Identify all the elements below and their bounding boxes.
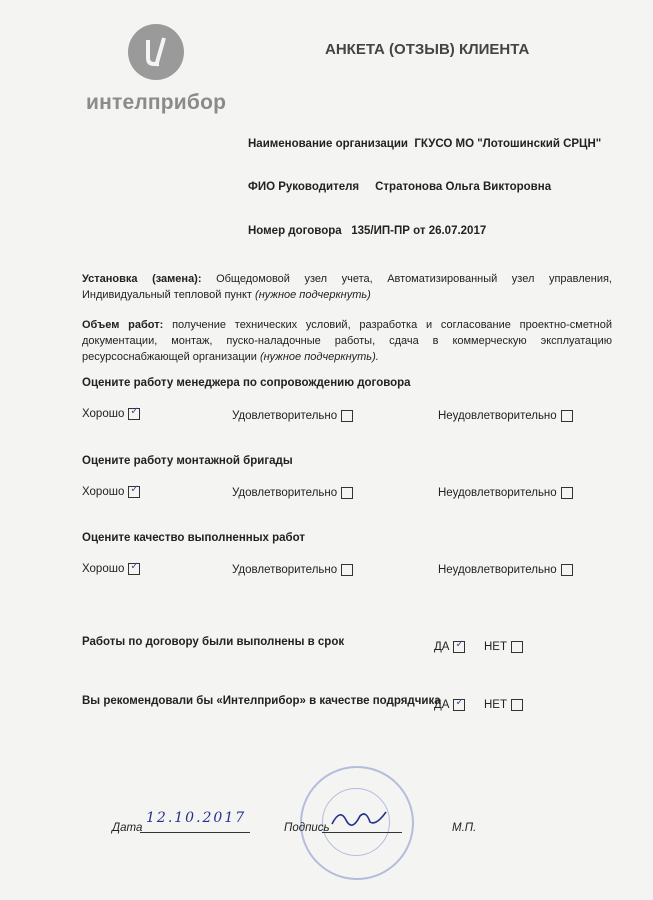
installation-text: Общедомовой узел учета, Автоматизированный узел управления, Индивидуальный тепловой пункт xyxy=(82,273,612,301)
option-label: Удовлетворительно xyxy=(232,564,338,576)
good-checkbox[interactable] xyxy=(128,486,140,498)
rating-question: Оцените работу менеджера по сопровождению договора xyxy=(82,377,411,389)
installation-label: Установка (замена): xyxy=(82,273,202,285)
director-value: Стратонова Ольга Викторовна xyxy=(375,181,552,193)
yes-option xyxy=(434,641,465,653)
option-label: Удовлетворительно xyxy=(232,410,338,422)
yesno-question: Вы рекомендовали бы «Интелприбор» в качестве подрядчика xyxy=(82,695,441,707)
yes-checkbox[interactable] xyxy=(453,699,465,711)
logo-icon xyxy=(128,24,184,80)
organization-value: ГКУСО МО "Лотошинский СРЦН" xyxy=(414,138,602,150)
seal-label: М.П. xyxy=(452,822,477,834)
good-checkbox[interactable] xyxy=(128,408,140,420)
rating-option-good xyxy=(82,563,140,575)
organization-label: Наименование организации xyxy=(248,138,408,150)
bad-checkbox[interactable] xyxy=(561,487,573,499)
option-label: Неудовлетворительно xyxy=(438,410,557,422)
scope-paragraph xyxy=(82,317,612,365)
ok-checkbox[interactable] xyxy=(341,410,353,422)
option-label: ДА xyxy=(434,641,450,653)
installation-paragraph xyxy=(82,271,612,303)
no-option xyxy=(484,641,523,653)
option-label: Неудовлетворительно xyxy=(438,487,557,499)
contract-label: Номер договора xyxy=(248,225,342,237)
installation-note: (нужное подчеркнуть) xyxy=(255,289,371,301)
scope-label: Объем работ: xyxy=(82,319,164,331)
option-label: Удовлетворительно xyxy=(232,487,338,499)
rating-option-ok xyxy=(232,410,353,422)
rating-option-good xyxy=(82,408,140,420)
scope-text: получение технических условий, разработка и согласование проектно-сметной документации, монтаж, пуско-наладочные работы, сдача в коммерческую эксплуатацию ресурсоснабжающей организации xyxy=(82,319,612,363)
option-label: Хорошо xyxy=(82,563,125,575)
rating-option-bad xyxy=(438,487,573,499)
contract-value: 135/ИП-ПР от 26.07.2017 xyxy=(351,225,487,237)
rating-option-ok xyxy=(232,487,353,499)
contract-row xyxy=(248,225,486,237)
rating-option-good xyxy=(82,486,140,498)
date-label: Дата xyxy=(112,822,143,834)
ok-checkbox[interactable] xyxy=(341,564,353,576)
organization-row xyxy=(248,138,601,150)
logo-text: интелприбор xyxy=(86,91,227,114)
option-label: ДА xyxy=(434,699,450,711)
yes-checkbox[interactable] xyxy=(453,641,465,653)
page-title: АНКЕТА (ОТЗЫВ) КЛИЕНТА xyxy=(325,41,530,58)
signature-scribble xyxy=(330,806,390,835)
date-value[interactable]: 12.10.2017 xyxy=(146,810,247,826)
yesno-question: Работы по договору были выполнены в срок xyxy=(82,636,345,648)
director-row xyxy=(248,181,551,193)
good-checkbox[interactable] xyxy=(128,563,140,575)
yes-option xyxy=(434,699,465,711)
rating-option-ok xyxy=(232,564,353,576)
option-label: НЕТ xyxy=(484,641,507,653)
scope-note: (нужное подчеркнуть). xyxy=(259,351,379,363)
signature-label: Подпись xyxy=(284,822,330,834)
bad-checkbox[interactable] xyxy=(561,564,573,576)
option-label: НЕТ xyxy=(484,699,507,711)
option-label: Хорошо xyxy=(82,408,125,420)
bad-checkbox[interactable] xyxy=(561,410,573,422)
rating-question: Оцените работу монтажной бригады xyxy=(82,455,293,467)
rating-option-bad xyxy=(438,564,573,576)
rating-question: Оцените качество выполненных работ xyxy=(82,532,306,544)
rating-option-bad xyxy=(438,410,573,422)
option-label: Хорошо xyxy=(82,486,125,498)
director-label: ФИО Руководителя xyxy=(248,181,360,193)
no-option xyxy=(484,699,523,711)
no-checkbox[interactable] xyxy=(511,641,523,653)
option-label: Неудовлетворительно xyxy=(438,564,557,576)
no-checkbox[interactable] xyxy=(511,699,523,711)
ok-checkbox[interactable] xyxy=(341,487,353,499)
